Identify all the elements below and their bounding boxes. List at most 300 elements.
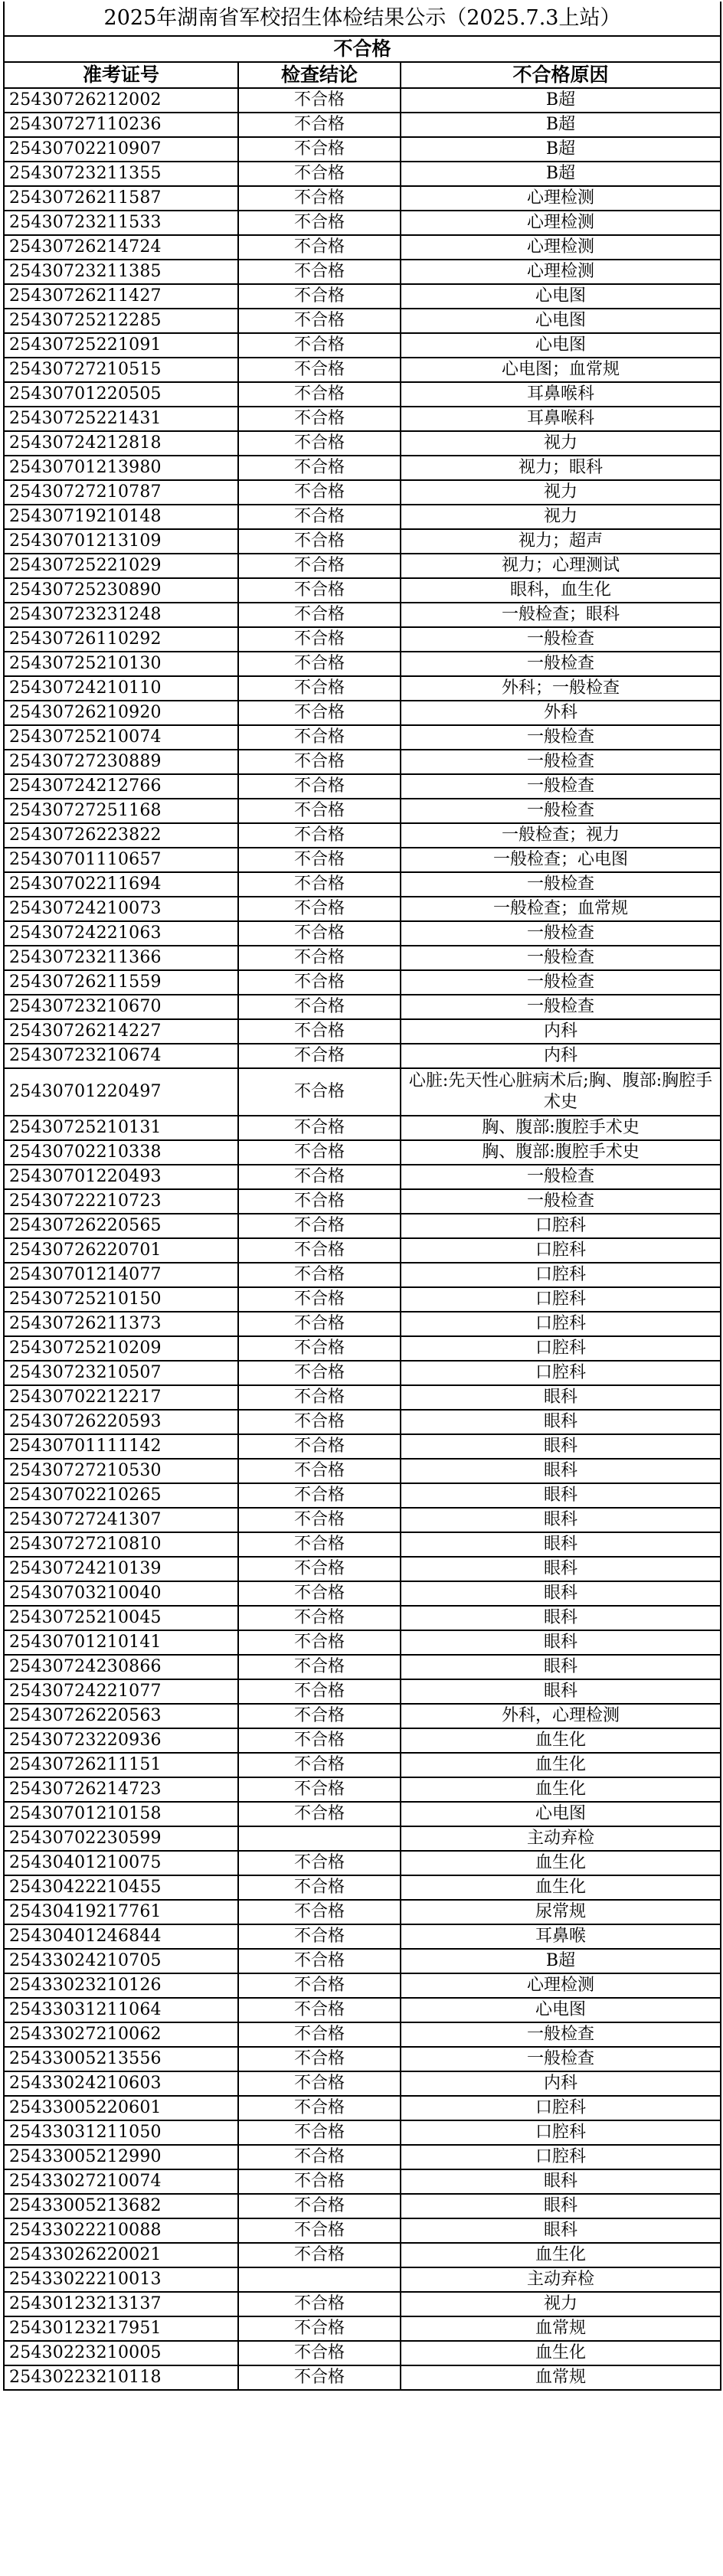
table-row bbox=[4, 1068, 721, 1116]
reason-cell: 口腔科 bbox=[401, 1214, 721, 1238]
reason-cell: 一般检查；血常规 bbox=[401, 897, 721, 921]
reason-cell: 心理检测 bbox=[401, 260, 721, 284]
reason-cell: 心理检测 bbox=[401, 186, 721, 211]
table-row bbox=[4, 1704, 721, 1728]
table-row bbox=[4, 1361, 721, 1385]
table-row bbox=[4, 1508, 721, 1532]
reason-cell: 一般检查 bbox=[401, 627, 721, 652]
table-row bbox=[4, 921, 721, 946]
result-cell: 不合格 bbox=[238, 676, 401, 701]
exam-number-cell: 25430702230599 bbox=[4, 1826, 238, 1851]
table-row bbox=[4, 333, 721, 358]
exam-number-cell: 25430401210075 bbox=[4, 1851, 238, 1875]
table-row bbox=[4, 1165, 721, 1189]
result-cell: 不合格 bbox=[238, 799, 401, 823]
reason-cell: 胸、腹部:腹腔手术史 bbox=[401, 1116, 721, 1140]
reason-cell: 眼科 bbox=[401, 1508, 721, 1532]
exam-number-cell: 25430727210515 bbox=[4, 358, 238, 382]
table-row bbox=[4, 897, 721, 921]
reason-cell: 尿常规 bbox=[401, 1900, 721, 1924]
result-cell bbox=[238, 1826, 401, 1851]
result-cell: 不合格 bbox=[238, 701, 401, 725]
exam-number-cell: 25430726211373 bbox=[4, 1312, 238, 1336]
table-row bbox=[4, 2292, 721, 2316]
exam-number-cell: 25430724210139 bbox=[4, 1557, 238, 1581]
reason-cell: 内科 bbox=[401, 2071, 721, 2096]
result-cell bbox=[238, 2267, 401, 2292]
column-header-result: 检查结论 bbox=[238, 62, 401, 88]
table-row bbox=[4, 1826, 721, 1851]
reason-cell: 一般检查 bbox=[401, 872, 721, 897]
exam-number-cell: 25430701220497 bbox=[4, 1068, 238, 1116]
result-cell: 不合格 bbox=[238, 137, 401, 162]
reason-cell: 视力 bbox=[401, 2292, 721, 2316]
exam-number-cell: 25430723210674 bbox=[4, 1044, 238, 1068]
table-row bbox=[4, 382, 721, 407]
page-title: 2025年湖南省军校招生体检结果公示（2025.7.3上站） bbox=[4, 2, 721, 36]
result-cell: 不合格 bbox=[238, 186, 401, 211]
table-row bbox=[4, 1900, 721, 1924]
result-cell: 不合格 bbox=[238, 113, 401, 137]
exam-number-cell: 25430723210507 bbox=[4, 1361, 238, 1385]
reason-cell: 视力 bbox=[401, 480, 721, 505]
reason-cell: 一般检查；心电图 bbox=[401, 848, 721, 872]
exam-number-cell: 25430727210787 bbox=[4, 480, 238, 505]
exam-number-cell: 25430727251168 bbox=[4, 799, 238, 823]
exam-number-cell: 25430726211151 bbox=[4, 1753, 238, 1777]
result-cell: 不合格 bbox=[238, 162, 401, 186]
exam-number-cell: 25430727210810 bbox=[4, 1532, 238, 1557]
exam-number-cell: 25430726214227 bbox=[4, 1019, 238, 1044]
table-row bbox=[4, 1679, 721, 1704]
table-row bbox=[4, 1116, 721, 1140]
result-cell: 不合格 bbox=[238, 1606, 401, 1630]
result-cell: 不合格 bbox=[238, 1434, 401, 1459]
table-row bbox=[4, 88, 721, 113]
table-row bbox=[4, 823, 721, 848]
exam-number-cell: 25430422210455 bbox=[4, 1875, 238, 1900]
reason-cell: 口腔科 bbox=[401, 1287, 721, 1312]
result-cell: 不合格 bbox=[238, 2022, 401, 2047]
result-cell: 不合格 bbox=[238, 431, 401, 456]
table-row bbox=[4, 113, 721, 137]
exam-number-cell: 25430725210130 bbox=[4, 652, 238, 676]
result-cell: 不合格 bbox=[238, 872, 401, 897]
exam-number-cell: 25430123213137 bbox=[4, 2292, 238, 2316]
result-cell: 不合格 bbox=[238, 284, 401, 309]
reason-cell: 眼科 bbox=[401, 1581, 721, 1606]
reason-cell: 一般检查 bbox=[401, 1189, 721, 1214]
result-cell: 不合格 bbox=[238, 407, 401, 431]
table-row bbox=[4, 2316, 721, 2341]
exam-number-cell: 25430725210074 bbox=[4, 725, 238, 750]
exam-number-cell: 25430703210040 bbox=[4, 1581, 238, 1606]
result-cell: 不合格 bbox=[238, 1459, 401, 1483]
reason-cell: 眼科 bbox=[401, 1483, 721, 1508]
exam-number-cell: 25430725230890 bbox=[4, 578, 238, 603]
title-row bbox=[4, 2, 721, 36]
result-cell: 不合格 bbox=[238, 88, 401, 113]
reason-cell: 口腔科 bbox=[401, 1336, 721, 1361]
section-row bbox=[4, 36, 721, 62]
exam-number-cell: 25433022210088 bbox=[4, 2218, 238, 2243]
exam-number-cell: 25430723231248 bbox=[4, 603, 238, 627]
column-header-reason: 不合格原因 bbox=[401, 62, 721, 88]
reason-cell: 一般检查 bbox=[401, 1165, 721, 1189]
table-row bbox=[4, 1263, 721, 1287]
result-cell: 不合格 bbox=[238, 1140, 401, 1165]
table-body bbox=[4, 88, 721, 2390]
exam-number-cell: 25430701111142 bbox=[4, 1434, 238, 1459]
exam-number-cell: 25430223210005 bbox=[4, 2341, 238, 2365]
column-header-id: 准考证号 bbox=[4, 62, 238, 88]
table-row bbox=[4, 1410, 721, 1434]
reason-cell: 心电图 bbox=[401, 333, 721, 358]
result-cell: 不合格 bbox=[238, 2218, 401, 2243]
table-row bbox=[4, 1606, 721, 1630]
reason-cell: 眼科 bbox=[401, 2218, 721, 2243]
exam-number-cell: 25433005212990 bbox=[4, 2145, 238, 2169]
result-cell: 不合格 bbox=[238, 2243, 401, 2267]
result-cell: 不合格 bbox=[238, 309, 401, 333]
result-cell: 不合格 bbox=[238, 1802, 401, 1826]
result-cell: 不合格 bbox=[238, 1655, 401, 1679]
exam-number-cell: 25430725210045 bbox=[4, 1606, 238, 1630]
reason-cell: 内科 bbox=[401, 1019, 721, 1044]
result-cell: 不合格 bbox=[238, 456, 401, 480]
result-cell: 不合格 bbox=[238, 1214, 401, 1238]
result-cell: 不合格 bbox=[238, 480, 401, 505]
reason-cell: 血生化 bbox=[401, 1851, 721, 1875]
result-cell: 不合格 bbox=[238, 1851, 401, 1875]
result-cell: 不合格 bbox=[238, 505, 401, 529]
reason-cell: 口腔科 bbox=[401, 2120, 721, 2145]
reason-cell: 耳鼻喉 bbox=[401, 1924, 721, 1949]
exam-number-cell: 25433022210013 bbox=[4, 2267, 238, 2292]
result-cell: 不合格 bbox=[238, 970, 401, 995]
reason-cell: 血生化 bbox=[401, 1728, 721, 1753]
reason-cell: 口腔科 bbox=[401, 1361, 721, 1385]
result-cell: 不合格 bbox=[238, 1068, 401, 1116]
table-row bbox=[4, 1973, 721, 1998]
section-label: 不合格 bbox=[4, 36, 721, 62]
table-row bbox=[4, 2096, 721, 2120]
result-cell: 不合格 bbox=[238, 2145, 401, 2169]
table-row bbox=[4, 1949, 721, 1973]
result-cell: 不合格 bbox=[238, 848, 401, 872]
result-cell: 不合格 bbox=[238, 1165, 401, 1189]
result-cell: 不合格 bbox=[238, 1044, 401, 1068]
result-cell: 不合格 bbox=[238, 1189, 401, 1214]
exam-number-cell: 25430726211587 bbox=[4, 186, 238, 211]
table-row bbox=[4, 2194, 721, 2218]
table-row bbox=[4, 2169, 721, 2194]
reason-cell: 视力 bbox=[401, 505, 721, 529]
exam-number-cell: 25430702211694 bbox=[4, 872, 238, 897]
reason-cell: 口腔科 bbox=[401, 1238, 721, 1263]
result-cell: 不合格 bbox=[238, 823, 401, 848]
table-row bbox=[4, 970, 721, 995]
table-row bbox=[4, 260, 721, 284]
reason-cell: 视力 bbox=[401, 431, 721, 456]
exam-number-cell: 25430726214723 bbox=[4, 1777, 238, 1802]
table-row bbox=[4, 2243, 721, 2267]
result-cell: 不合格 bbox=[238, 652, 401, 676]
header-row bbox=[4, 62, 721, 88]
exam-number-cell: 25430724212818 bbox=[4, 431, 238, 456]
table-row bbox=[4, 750, 721, 774]
result-cell: 不合格 bbox=[238, 1263, 401, 1287]
reason-cell: 血常规 bbox=[401, 2316, 721, 2341]
exam-number-cell: 25430726211559 bbox=[4, 970, 238, 995]
result-cell: 不合格 bbox=[238, 1973, 401, 1998]
table-row bbox=[4, 603, 721, 627]
reason-cell: 血生化 bbox=[401, 1777, 721, 1802]
reason-cell: 血生化 bbox=[401, 1753, 721, 1777]
reason-cell: 内科 bbox=[401, 1044, 721, 1068]
result-cell: 不合格 bbox=[238, 995, 401, 1019]
reason-cell: 视力；超声 bbox=[401, 529, 721, 554]
reason-cell: 一般检查 bbox=[401, 946, 721, 970]
table-row bbox=[4, 1019, 721, 1044]
result-cell: 不合格 bbox=[238, 1019, 401, 1044]
exam-number-cell: 25430726220701 bbox=[4, 1238, 238, 1263]
reason-cell: 一般检查 bbox=[401, 995, 721, 1019]
reason-cell: 口腔科 bbox=[401, 2096, 721, 2120]
exam-number-cell: 25430726220565 bbox=[4, 1214, 238, 1238]
reason-cell: 一般检查 bbox=[401, 774, 721, 799]
table-row bbox=[4, 676, 721, 701]
exam-number-cell: 25430723211355 bbox=[4, 162, 238, 186]
result-cell: 不合格 bbox=[238, 1410, 401, 1434]
reason-cell: 眼科 bbox=[401, 1679, 721, 1704]
reason-cell: 视力；心理测试 bbox=[401, 554, 721, 578]
reason-cell: 眼科 bbox=[401, 1410, 721, 1434]
reason-cell: 心理检测 bbox=[401, 1973, 721, 1998]
exam-number-cell: 25430419217761 bbox=[4, 1900, 238, 1924]
table-row bbox=[4, 848, 721, 872]
table-row bbox=[4, 2071, 721, 2096]
exam-number-cell: 25430726220563 bbox=[4, 1704, 238, 1728]
table-row bbox=[4, 995, 721, 1019]
reason-cell: B超 bbox=[401, 1949, 721, 1973]
reason-cell: 口腔科 bbox=[401, 1312, 721, 1336]
exam-number-cell: 25430726214724 bbox=[4, 235, 238, 260]
table-row bbox=[4, 1998, 721, 2022]
result-cell: 不合格 bbox=[238, 774, 401, 799]
exam-number-cell: 25433031211064 bbox=[4, 1998, 238, 2022]
result-cell: 不合格 bbox=[238, 2365, 401, 2390]
table-row bbox=[4, 1728, 721, 1753]
table-row bbox=[4, 1532, 721, 1557]
exam-number-cell: 25430701213980 bbox=[4, 456, 238, 480]
exam-number-cell: 25430726220593 bbox=[4, 1410, 238, 1434]
table-row bbox=[4, 799, 721, 823]
table-row bbox=[4, 1630, 721, 1655]
reason-cell: 眼科 bbox=[401, 1459, 721, 1483]
reason-cell: 血常规 bbox=[401, 2365, 721, 2390]
exam-number-cell: 25430726223822 bbox=[4, 823, 238, 848]
reason-cell: 一般检查 bbox=[401, 921, 721, 946]
table-row bbox=[4, 554, 721, 578]
result-cell: 不合格 bbox=[238, 1312, 401, 1336]
exam-number-cell: 25430123217951 bbox=[4, 2316, 238, 2341]
table-row bbox=[4, 431, 721, 456]
exam-number-cell: 25430724221063 bbox=[4, 921, 238, 946]
exam-number-cell: 25430701220493 bbox=[4, 1165, 238, 1189]
table-row bbox=[4, 1385, 721, 1410]
table-row bbox=[4, 1802, 721, 1826]
table-row bbox=[4, 235, 721, 260]
table-row bbox=[4, 1483, 721, 1508]
exam-number-cell: 25430725212285 bbox=[4, 309, 238, 333]
result-cell: 不合格 bbox=[238, 2096, 401, 2120]
exam-number-cell: 25430725221091 bbox=[4, 333, 238, 358]
table-row bbox=[4, 872, 721, 897]
reason-cell: 血生化 bbox=[401, 2341, 721, 2365]
table-row bbox=[4, 358, 721, 382]
reason-cell: 一般检查；视力 bbox=[401, 823, 721, 848]
result-cell: 不合格 bbox=[238, 897, 401, 921]
result-cell: 不合格 bbox=[238, 1753, 401, 1777]
exam-number-cell: 25430724221077 bbox=[4, 1679, 238, 1704]
reason-cell: 心理检测 bbox=[401, 235, 721, 260]
exam-number-cell: 25430723210670 bbox=[4, 995, 238, 1019]
reason-cell: 眼科 bbox=[401, 1655, 721, 1679]
reason-cell: 血生化 bbox=[401, 2243, 721, 2267]
result-cell: 不合格 bbox=[238, 750, 401, 774]
result-cell: 不合格 bbox=[238, 2169, 401, 2194]
exam-number-cell: 25433024210705 bbox=[4, 1949, 238, 1973]
reason-cell: 一般检查 bbox=[401, 750, 721, 774]
exam-number-cell: 25430701220505 bbox=[4, 382, 238, 407]
exam-number-cell: 25433026220021 bbox=[4, 2243, 238, 2267]
exam-number-cell: 25430702210265 bbox=[4, 1483, 238, 1508]
table-row bbox=[4, 1238, 721, 1263]
result-cell: 不合格 bbox=[238, 235, 401, 260]
table-row bbox=[4, 1189, 721, 1214]
reason-cell: 胸、腹部:腹腔手术史 bbox=[401, 1140, 721, 1165]
result-cell: 不合格 bbox=[238, 627, 401, 652]
exam-number-cell: 25430725210209 bbox=[4, 1336, 238, 1361]
table-row bbox=[4, 1655, 721, 1679]
exam-number-cell: 25430722210723 bbox=[4, 1189, 238, 1214]
exam-number-cell: 25430723220936 bbox=[4, 1728, 238, 1753]
table-row bbox=[4, 1851, 721, 1875]
result-cell: 不合格 bbox=[238, 2120, 401, 2145]
result-cell: 不合格 bbox=[238, 2316, 401, 2341]
result-cell: 不合格 bbox=[238, 1385, 401, 1410]
table-row bbox=[4, 2218, 721, 2243]
exam-number-cell: 25433005213682 bbox=[4, 2194, 238, 2218]
reason-cell: 眼科 bbox=[401, 1606, 721, 1630]
reason-cell: 主动弃检 bbox=[401, 2267, 721, 2292]
result-cell: 不合格 bbox=[238, 529, 401, 554]
table-row bbox=[4, 627, 721, 652]
exam-number-cell: 25430726210920 bbox=[4, 701, 238, 725]
reason-cell: 心电图；血常规 bbox=[401, 358, 721, 382]
result-cell: 不合格 bbox=[238, 2292, 401, 2316]
table-row bbox=[4, 137, 721, 162]
table-row bbox=[4, 456, 721, 480]
table-row bbox=[4, 1459, 721, 1483]
result-cell: 不合格 bbox=[238, 725, 401, 750]
result-cell: 不合格 bbox=[238, 1361, 401, 1385]
table-row bbox=[4, 652, 721, 676]
table-row bbox=[4, 162, 721, 186]
reason-cell: 外科，心理检测 bbox=[401, 1704, 721, 1728]
result-cell: 不合格 bbox=[238, 578, 401, 603]
exam-number-cell: 25430701213109 bbox=[4, 529, 238, 554]
result-cell: 不合格 bbox=[238, 1875, 401, 1900]
result-cell: 不合格 bbox=[238, 1704, 401, 1728]
reason-cell: 眼科 bbox=[401, 1532, 721, 1557]
reason-cell: 一般检查 bbox=[401, 799, 721, 823]
exam-number-cell: 25430702210907 bbox=[4, 137, 238, 162]
result-cell: 不合格 bbox=[238, 1949, 401, 1973]
exam-number-cell: 25433005220601 bbox=[4, 2096, 238, 2120]
exam-number-cell: 25430724212766 bbox=[4, 774, 238, 799]
reason-cell: 耳鼻喉科 bbox=[401, 382, 721, 407]
result-cell: 不合格 bbox=[238, 333, 401, 358]
table-row bbox=[4, 2047, 721, 2071]
result-cell: 不合格 bbox=[238, 921, 401, 946]
table-row bbox=[4, 2145, 721, 2169]
result-cell: 不合格 bbox=[238, 211, 401, 235]
reason-cell: 一般检查 bbox=[401, 725, 721, 750]
exam-number-cell: 25430725221431 bbox=[4, 407, 238, 431]
result-cell: 不合格 bbox=[238, 554, 401, 578]
reason-cell: 心电图 bbox=[401, 1802, 721, 1826]
reason-cell: 外科 bbox=[401, 701, 721, 725]
table-row bbox=[4, 1434, 721, 1459]
reason-cell: 眼科 bbox=[401, 2194, 721, 2218]
exam-number-cell: 25430725221029 bbox=[4, 554, 238, 578]
table-row bbox=[4, 529, 721, 554]
reason-cell: B超 bbox=[401, 162, 721, 186]
result-cell: 不合格 bbox=[238, 603, 401, 627]
table-row bbox=[4, 1140, 721, 1165]
reason-cell: 一般检查；眼科 bbox=[401, 603, 721, 627]
table-row bbox=[4, 1044, 721, 1068]
reason-cell: 眼科 bbox=[401, 1630, 721, 1655]
reason-cell: 眼科 bbox=[401, 2169, 721, 2194]
exam-number-cell: 25433027210062 bbox=[4, 2022, 238, 2047]
table-row bbox=[4, 1557, 721, 1581]
reason-cell: 口腔科 bbox=[401, 1263, 721, 1287]
exam-number-cell: 25430723211385 bbox=[4, 260, 238, 284]
table-row bbox=[4, 2341, 721, 2365]
table-row bbox=[4, 407, 721, 431]
table-row bbox=[4, 2022, 721, 2047]
exam-number-cell: 25430701214077 bbox=[4, 1263, 238, 1287]
exam-number-cell: 25433023210126 bbox=[4, 1973, 238, 1998]
table-row bbox=[4, 480, 721, 505]
result-cell: 不合格 bbox=[238, 1287, 401, 1312]
result-cell: 不合格 bbox=[238, 1508, 401, 1532]
reason-cell: 眼科，血生化 bbox=[401, 578, 721, 603]
reason-cell: 眼科 bbox=[401, 1385, 721, 1410]
table-row bbox=[4, 1753, 721, 1777]
reason-cell: 血生化 bbox=[401, 1875, 721, 1900]
table-row bbox=[4, 505, 721, 529]
result-cell: 不合格 bbox=[238, 1630, 401, 1655]
reason-cell: 视力；眼科 bbox=[401, 456, 721, 480]
exam-number-cell: 25430701210141 bbox=[4, 1630, 238, 1655]
result-cell: 不合格 bbox=[238, 1238, 401, 1263]
exam-number-cell: 25430724230866 bbox=[4, 1655, 238, 1679]
reason-cell: 心电图 bbox=[401, 284, 721, 309]
